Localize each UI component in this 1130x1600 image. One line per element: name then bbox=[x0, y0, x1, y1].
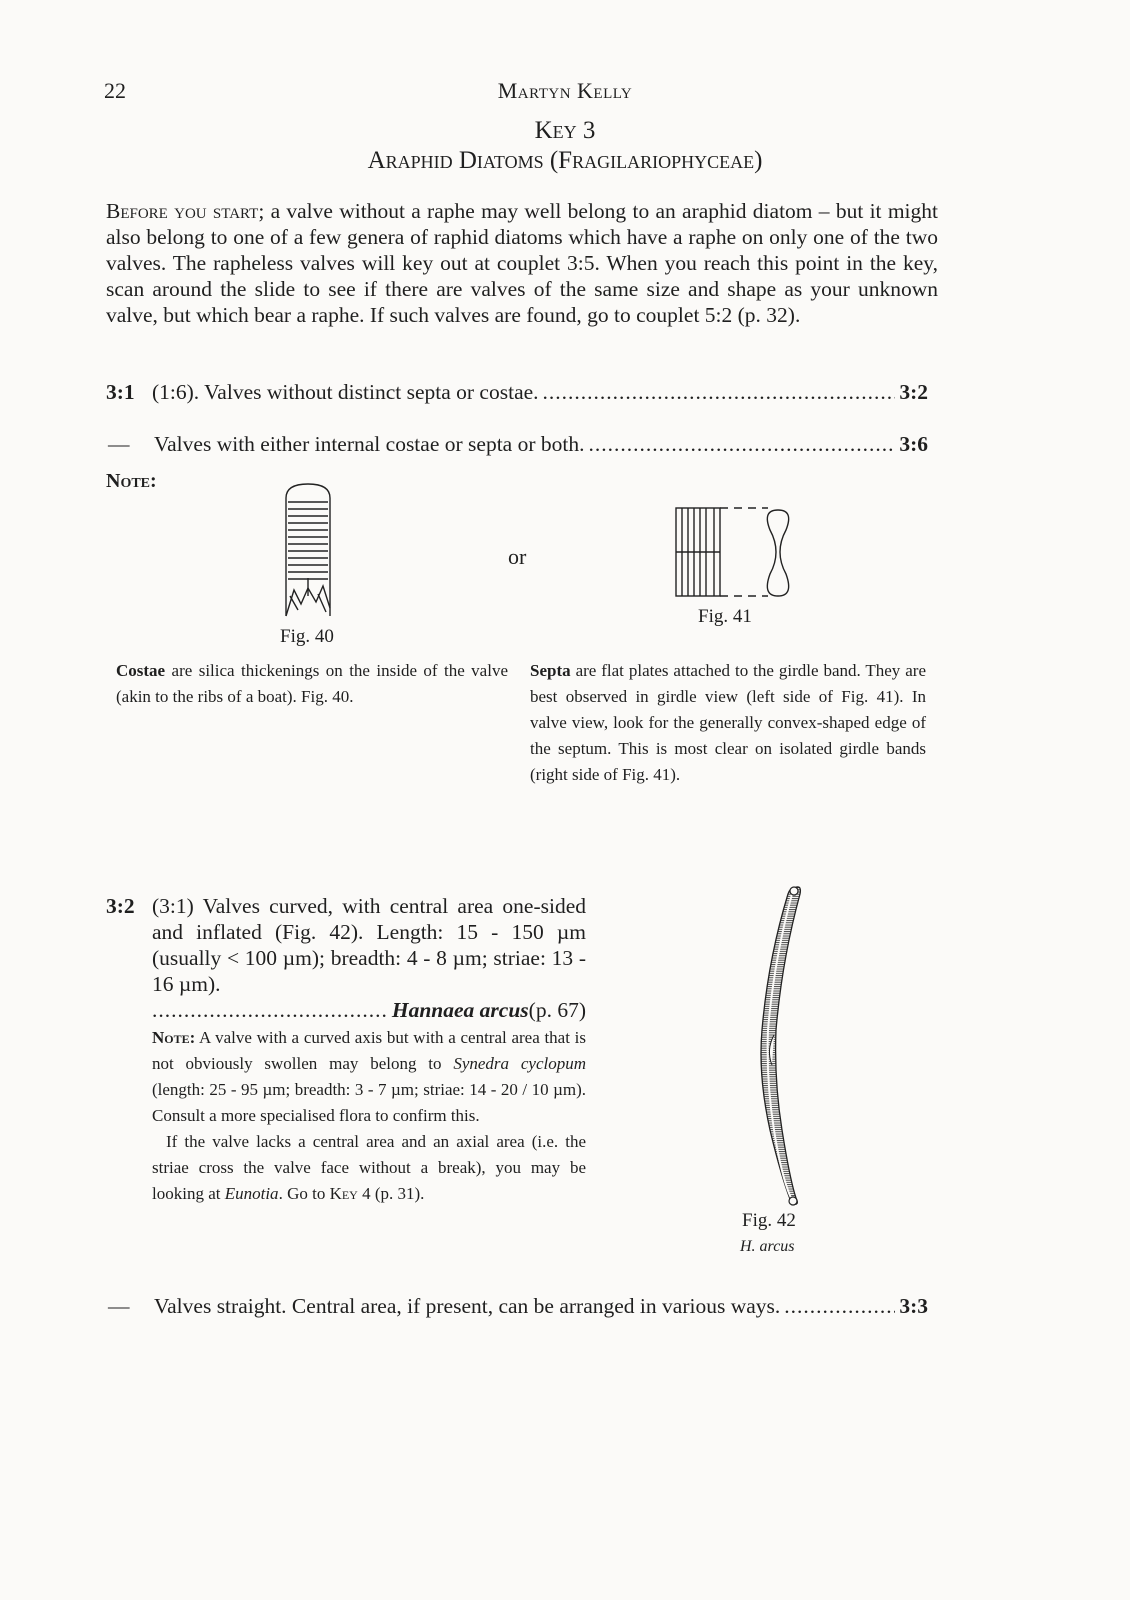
running-head: Martyn Kelly bbox=[497, 78, 633, 103]
key-title: Key 3 bbox=[534, 117, 596, 144]
fig-41-caption: Fig. 41 bbox=[698, 606, 752, 627]
couplet-alt-goto: 3:6 bbox=[899, 432, 928, 456]
couplet-number: 3:2 bbox=[106, 894, 135, 918]
fig-40-caption: Fig. 40 bbox=[280, 626, 334, 647]
page-number: 22 bbox=[104, 78, 126, 103]
taxon-page-ref: (p. 67) bbox=[528, 998, 586, 1022]
note-text-2: (length: 25 - 95 µm; breadth: 3 - 7 µm; striae: 14 - 20 / 10 µm). Consult a more specialised flora to confirm this. bbox=[152, 1080, 586, 1125]
costae-text: are silica thickenings on the inside of the valve (akin to the ribs of a boat). Fig. 40. bbox=[116, 661, 508, 706]
fig-42-hannaea-arcus-drawing bbox=[722, 880, 822, 1210]
leader-dots bbox=[152, 997, 386, 1023]
leader-dots bbox=[543, 380, 896, 405]
alt-dash: — bbox=[108, 1294, 130, 1318]
couplet-alt-text: Valves with either internal costae or septa or both. bbox=[154, 432, 585, 456]
couplet-alt-text: Valves straight. Central area, if present, can be arranged in various ways. bbox=[154, 1294, 781, 1318]
note-taxon: Synedra cyclopum bbox=[453, 1054, 587, 1073]
couplet-3-2-note bbox=[152, 1025, 586, 1207]
para2-text-2: . Go to bbox=[278, 1184, 330, 1203]
couplet-3-2-text: (3:1) Valves curved, with central area one-sided and inflated (Fig. 42). Length: 15 - 150 µm (usually < 100 µm); breadth: 4 - 8 µm; striae: 13 - 16 µm). bbox=[152, 894, 586, 996]
para2-text: If the valve lacks a central area and an axial area (i.e. the striae cross the valve face without a break), you may be looking at bbox=[152, 1132, 586, 1203]
para2-taxon: Eunotia bbox=[224, 1184, 279, 1203]
fig-42-species: H. arcus bbox=[740, 1238, 795, 1255]
leader-dots bbox=[784, 1294, 895, 1319]
septa-text: are flat plates attached to the girdle band. They are best observed in girdle view (left side of Fig. 41). In valve view, look for the generally convex-shaped edge of the septum. This is most clear on isolated girdle bands (right side of Fig. 41). bbox=[530, 661, 926, 784]
note-label: Note: bbox=[152, 1028, 196, 1047]
costae-term: Costae bbox=[116, 661, 166, 680]
intro-lead: Before you start bbox=[106, 199, 259, 223]
couplet-3-2-taxon-line bbox=[152, 997, 586, 1023]
para2-text-3: 4 (p. 31). bbox=[357, 1184, 425, 1203]
intro-paragraph bbox=[106, 198, 938, 328]
couplet-3-2 bbox=[106, 893, 586, 1207]
couplet-3-1-alt bbox=[106, 432, 928, 457]
couplet-number: 3:1 bbox=[106, 380, 135, 404]
fig-42-caption: Fig. 42 bbox=[742, 1210, 796, 1231]
costae-description bbox=[116, 658, 508, 710]
fig-41-septa-drawing bbox=[668, 498, 808, 610]
leader-dots bbox=[588, 432, 895, 457]
note-label: Note: bbox=[106, 470, 157, 492]
para2-key: Key bbox=[329, 1184, 358, 1203]
septa-description bbox=[530, 658, 926, 788]
couplet-goto: 3:2 bbox=[899, 380, 928, 404]
couplet-3-1 bbox=[106, 380, 928, 405]
key-subtitle: Araphid Diatoms (Fragilariophyceae) bbox=[367, 147, 763, 174]
or-label: or bbox=[508, 544, 527, 569]
septa-term: Septa bbox=[530, 661, 571, 680]
key-title-block bbox=[0, 116, 1130, 176]
alt-dash: — bbox=[108, 432, 130, 456]
couplet-text: (1:6). Valves without distinct septa or costae. bbox=[152, 380, 539, 404]
couplet-alt-goto: 3:3 bbox=[899, 1294, 928, 1318]
fig-40-costae-drawing bbox=[268, 478, 348, 628]
couplet-3-2-alt bbox=[106, 1294, 928, 1319]
intro-text: ; a valve without a raphe may well belong to an araphid diatom – but it might also belong to one of a few genera of raphid diatoms which have a raphe on only one of the two valves. The rapheless valves will key out at couplet 3:5. When you reach this point in the key, scan around the slide to see if there are valves of the same size and shape as your unknown valve, but which bear a raphe. If such valves are found, go to couplet 5:2 (p. 32). bbox=[106, 199, 938, 327]
taxon-hannaea-arcus: Hannaea arcus bbox=[391, 998, 529, 1022]
note-text: A valve with a curved axis but with a central area that is not obviously swollen may belong to bbox=[152, 1028, 586, 1073]
